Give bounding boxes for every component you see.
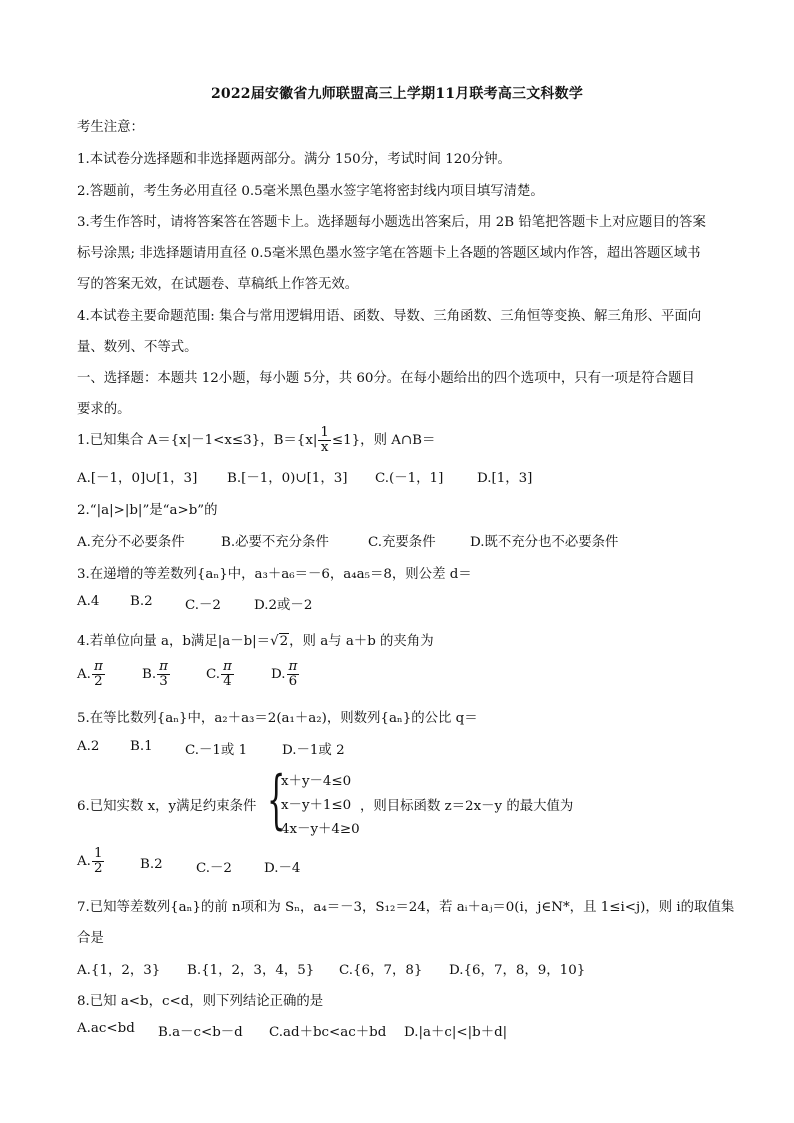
notice-line-6: 4.本试卷主要命题范围: 集合与常用逻辑用语、函数、导数、三角函数、三角恒等变换、解三角形、平面向 [77,309,702,324]
q8-option-a: A.ac<bd [77,1021,135,1036]
q8-option-b: B.a－c<b－d [158,1025,243,1040]
q1-option-c: C.(－1，1] [375,471,444,486]
notice-line-2: 2.答题前，考生务必用直径 0.5毫米黑色墨水签字笔将密封线内项目填写清楚。 [77,184,544,199]
section-line-2: 要求的。 [77,402,131,417]
notice-line-1: 1.本试卷分选择题和非选择题两部分。满分 150分，考试时间 120分钟。 [77,152,511,167]
q4-d-den: 6 [288,674,298,690]
q2-option-b: B.必要不充分条件 [221,535,329,550]
q6-constraint-1: x＋y－4≤0 [281,774,352,789]
q4-post: ，则 a与 a＋b 的夹角为 [289,634,434,649]
question-7-line-1: 7.已知等差数列{aₙ}的前 n项和为 Sₙ，a₄＝－3，S₁₂＝24，若 aᵢ＋aⱼ＝0(i，j∈N*，且 1≤i<j)，则 i的取值集 [77,900,735,915]
section-line-1: 一、选择题：本题共 12小题，每小题 5分，共 60分。在每小题给出的四个选项中，只有一项是符合题目 [77,371,695,386]
q4-option-c-label: C. [206,667,221,683]
q1-frac-num: 1 [320,425,329,440]
notice-line-7: 量、数列、不等式。 [77,340,198,355]
q4-option-a-label: A. [77,667,91,683]
q4-option-d-label: D. [271,667,286,683]
question-3: 3.在递增的等差数列{aₙ}中，a₃＋a₆＝－6，a₄a₅＝8，则公差 d＝ [77,567,472,582]
q1-pre: 1.已知集合 A＝{x|－1<x≤3}，B＝{x| [77,433,318,449]
q6-option-c: C.－2 [196,861,232,876]
q6-a-den: 2 [93,861,103,877]
q6-option-a-frac [92,847,105,876]
q6-pre: 6.已知实数 x，y满足约束条件 [77,799,257,814]
q4-option-d-frac [287,660,300,689]
q1-option-a: A.[－1，0]∪[1，3] [77,471,198,486]
q1-fraction [318,426,331,455]
q2-option-d: D.既不充分也不必要条件 [470,535,619,550]
question-1 [77,426,435,455]
q3-option-b: B.2 [130,594,153,609]
q6-option-a-label: A. [77,854,91,870]
q4-option-a-frac [92,660,105,689]
q2-option-a: A.充分不必要条件 [77,535,185,550]
q6-post: ，则目标函数 z＝2x－y 的最大值为 [360,799,574,814]
notice-line-3: 3.考生作答时，请将答案答在答题卡上。选择题每小题选出答案后，用 2B 铅笔把答题卡上对应题目的答案 [77,215,706,230]
q4-option-b-label: B. [142,667,157,683]
q6-option-d: D.－4 [264,861,301,876]
q6-brace: { [267,763,286,837]
q4-c-den: 4 [223,674,232,690]
q4-b-num: π [159,659,168,674]
q8-option-d: D.|a＋c|<|b＋d| [404,1025,508,1040]
q6-option-b: B.2 [140,857,163,872]
q4-option-c [206,660,235,689]
notice-line-5: 写的答案无效，在试题卷、草稿纸上作答无效。 [77,277,359,292]
q5-option-d: D.－1或 2 [282,743,345,758]
q4-b-den: 3 [159,674,168,690]
q5-option-c: C.－1或 1 [185,743,248,758]
notice-line-4: 标号涂黑; 非选择题请用直径 0.5毫米黑色墨水签字笔在答题卡上各题的答题区域内作答，超出答题区域书 [77,246,701,261]
q6-constraint-3: 4x－y＋4≥0 [281,822,360,837]
q2-option-c: C.充要条件 [368,535,436,550]
q4-option-c-frac [221,660,234,689]
question-8: 8.已知 a<b，c<d，则下列结论正确的是 [77,994,324,1009]
q8-option-c: C.ad＋bc<ac＋bd [269,1025,387,1040]
q4-option-b-frac [157,660,170,689]
q1-option-d: D.[1，3] [477,471,533,486]
q4-option-b [142,660,171,689]
q4-c-num: π [223,659,232,674]
q4-a-num: π [93,659,103,674]
q1-post: ≤1}，则 A∩B＝ [331,433,436,449]
q5-option-b: B.1 [130,739,153,754]
q7-option-b: B.{1，2，3，4，5} [187,963,315,978]
q4-a-den: 2 [94,674,103,690]
q7-option-c: C.{6，7，8} [339,963,423,978]
exam-title: 2022届安徽省九师联盟高三上学期11月联考高三文科数学 [210,86,584,102]
q4-sqrt-radicand: 2 [279,634,289,649]
q3-option-c: C.－2 [185,598,221,613]
notice-heading: 考生注意： [77,120,144,135]
q6-option-a [77,847,105,876]
q3-option-d: D.2或－2 [254,598,313,613]
q4-d-num: π [288,659,298,674]
q1-frac-den: x [320,440,329,456]
q4-sqrt: √2 [270,634,289,649]
q6-constraint-2: x－y＋1≤0 [281,798,352,813]
q5-option-a: A.2 [77,739,100,754]
question-5: 5.在等比数列{aₙ}中，a₂＋a₃＝2(a₁＋a₂)，则数列{aₙ}的公比 q＝ [77,711,478,726]
q7-option-a: A.{1，2，3} [77,963,161,978]
q3-option-a: A.4 [77,594,100,609]
question-7-line-2: 合是 [77,931,104,946]
question-4 [77,630,434,649]
q1-option-b: B.[－1，0)∪[1，3] [227,471,348,486]
q4-option-d [271,660,300,689]
q6-a-num: 1 [93,846,103,861]
q4-pre: 4.若单位向量 a，b满足|a－b|＝ [77,634,271,649]
question-2: 2.“|a|>|b|”是“a>b”的 [77,503,218,518]
q7-option-d: D.{6，7，8，9，10} [449,963,586,978]
q4-option-a [77,660,106,689]
